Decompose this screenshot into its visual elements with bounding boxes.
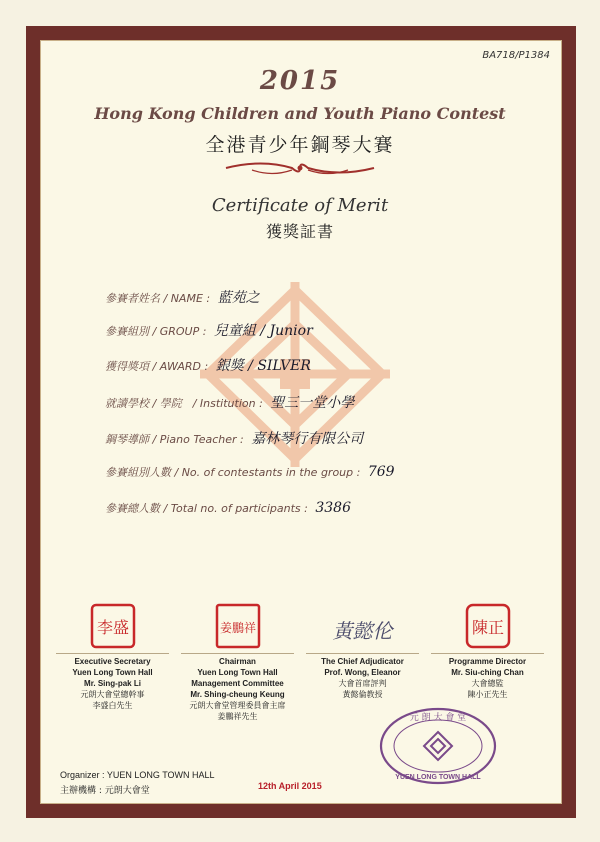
field-group-label: 參賽組別 / GROUP : [105, 325, 207, 338]
stamp-text-top: 元 朗 大 會 堂 [409, 713, 467, 723]
signatory-executive-secretary [50, 603, 175, 711]
signatory-programme-director [425, 603, 550, 700]
signature-line [56, 653, 169, 654]
field-group [105, 320, 313, 340]
ornament-divider-icon [222, 157, 378, 179]
signatory-title-zh: 大會總監 [471, 679, 504, 688]
signature-line [181, 653, 294, 654]
serial-number: BA718/P1384 [482, 50, 550, 61]
signature-line [306, 653, 419, 654]
field-teacher-value: 嘉林琴行有限公司 [251, 431, 364, 447]
field-award [105, 355, 311, 375]
signatory-title-zh: 元朗大會堂總幹事 [80, 690, 145, 699]
signatory-org: Yuen Long Town Hall [72, 668, 153, 677]
signatory-title-zh: 大會首席評判 [338, 679, 387, 688]
signatory-org: Yuen Long Town Hall [197, 668, 278, 677]
field-name-label: 參賽者姓名 / NAME : [105, 292, 211, 305]
signature-line [431, 653, 544, 654]
handwritten-signature: 黃懿伦 [332, 619, 393, 643]
field-award-label: 獲得獎項 / AWARD : [105, 360, 209, 373]
signatory-org-line2: Management Committee [191, 679, 284, 688]
seal-text: 陳正 [471, 618, 504, 637]
signatory-chief-adjudicator [300, 603, 425, 700]
seal-stamp-icon [215, 603, 261, 649]
field-name [105, 287, 260, 307]
field-institution [105, 392, 354, 412]
certificate-title-en: Certificate of Merit [211, 195, 389, 216]
signatory-name: Prof. Wong, Eleanor [324, 668, 401, 677]
contest-title-en: Hong Kong Children and Youth Piano Contest [94, 104, 506, 123]
signatory-name: Mr. Shing-cheung Keung [190, 690, 285, 699]
seal-text: 李盛 [96, 618, 129, 637]
field-participants-label: 參賽總人數 / Total no. of participants : [105, 502, 308, 515]
issue-date: 12th April 2015 [258, 781, 322, 791]
signatory-name: Mr. Siu-ching Chan [451, 668, 524, 677]
signatory-title-zh: 元朗大會堂管理委員會主席 [189, 701, 286, 710]
organizer-en: Organizer : YUEN LONG TOWN HALL [60, 770, 215, 780]
signatory-name-zh: 李盛白先生 [92, 701, 133, 710]
field-contestants-value: 769 [367, 464, 395, 480]
field-name-value: 藍苑之 [217, 290, 260, 306]
seal-stamp-icon [465, 603, 511, 649]
field-group-value: 兒童組 / Junior [213, 323, 313, 339]
field-institution-value: 聖三一堂小學 [270, 395, 355, 411]
seal-stamp-icon [90, 603, 136, 649]
signatory-name: Mr. Sing-pak Li [84, 679, 141, 688]
contest-year: 2015 [259, 66, 341, 96]
seal-text: 姜鵬祥 [219, 621, 256, 635]
signatory-title: Executive Secretary [74, 657, 151, 666]
signatory-title: Programme Director [448, 657, 527, 666]
organizer-zh: 主辦機構 : 元朗大會堂 [60, 786, 150, 796]
field-contestants-label: 參賽組別人數 / No. of contestants in the group : [105, 466, 361, 479]
signatory-title: The Chief Adjudicator [321, 657, 404, 666]
stamp-text-bottom: YUEN LONG TOWN HALL [395, 774, 481, 781]
field-teacher [105, 428, 363, 448]
field-participants-value: 3386 [315, 500, 351, 516]
field-participants [105, 500, 351, 516]
field-award-value: 銀獎 / SILVER [215, 358, 311, 374]
certificate-title-zh: 獲獎証書 [265, 222, 334, 241]
signatory-chairman [175, 603, 300, 722]
town-hall-stamp-icon [378, 706, 498, 786]
signatory-title: Chairman [219, 657, 256, 666]
signatory-name-zh: 黃懿倫教授 [342, 690, 383, 699]
field-institution-label: 就讀學校 / 學院 / Institution : [105, 397, 263, 410]
signatory-name-zh: 陳小正先生 [467, 690, 508, 699]
field-teacher-label: 鋼琴導師 / Piano Teacher : [105, 433, 244, 446]
contest-title-zh: 全港青少年鋼琴大賽 [205, 134, 395, 156]
signatory-name-zh: 姜鵬祥先生 [217, 712, 258, 721]
field-contestants [105, 464, 395, 480]
